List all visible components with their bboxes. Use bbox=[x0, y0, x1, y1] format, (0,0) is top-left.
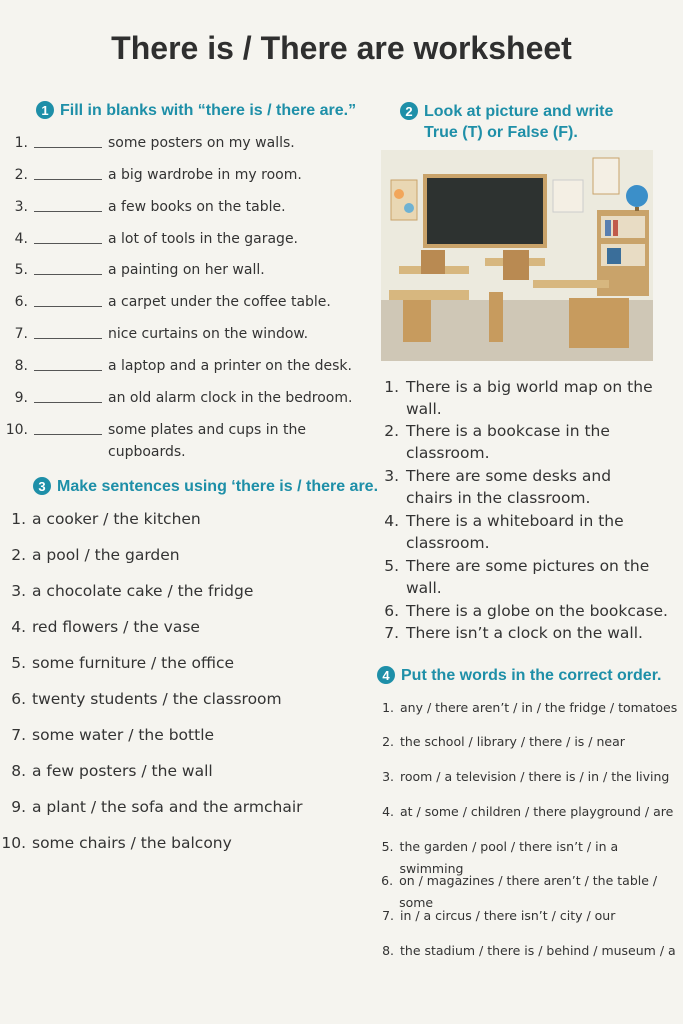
true-false-item: 4. There is a whiteboard in the classroom. bbox=[384, 512, 624, 552]
word-order-item: 4. at / some / children / there playground / are bbox=[382, 804, 674, 819]
classroom-illustration bbox=[381, 150, 653, 361]
fill-item: 5. a painting on her wall. bbox=[14, 262, 265, 278]
sentence-item: 3. a chocolate cake / the fridge bbox=[11, 582, 254, 600]
section-3-heading-text: Make sentences using ‘there is / there are. bbox=[57, 478, 379, 495]
true-false-item: 2. There is a bookcase in the classroom. bbox=[384, 422, 610, 462]
section-2-heading bbox=[400, 101, 670, 143]
fill-item: 9. an old alarm clock in the bedroom. bbox=[14, 390, 353, 406]
word-order-item: 7. in / a circus / there isn’t / city / our bbox=[382, 908, 616, 923]
true-false-item: 1. There is a big world map on the wall. bbox=[384, 378, 653, 418]
true-false-item: 6. There is a globe on the bookcase. bbox=[384, 602, 668, 620]
section-3-badge: 3 bbox=[33, 477, 51, 495]
classroom-picture bbox=[381, 150, 653, 361]
word-order-item: 6. on / magazines / there aren’t / the table / some bbox=[381, 873, 658, 910]
answer-blank[interactable] bbox=[34, 197, 102, 212]
section-4-heading bbox=[377, 665, 662, 686]
fill-item: 10. some plates and cups in the cupboards. bbox=[5, 422, 306, 460]
section-4-heading-text: Put the words in the correct order. bbox=[401, 667, 662, 684]
fill-item: 2. a big wardrobe in my room. bbox=[14, 167, 302, 183]
answer-blank[interactable] bbox=[34, 229, 102, 244]
sentence-item: 4. red flowers / the vase bbox=[11, 618, 200, 636]
sentence-item: 2. a pool / the garden bbox=[11, 546, 180, 564]
sentence-item: 9. a plant / the sofa and the armchair bbox=[11, 798, 303, 816]
answer-blank[interactable] bbox=[34, 292, 102, 307]
sentence-item: 6. twenty students / the classroom bbox=[11, 690, 282, 708]
section-1-heading-text: Fill in blanks with “there is / there are.” bbox=[60, 102, 357, 119]
answer-blank[interactable] bbox=[34, 165, 102, 180]
sentence-item: 8. a few posters / the wall bbox=[11, 762, 213, 780]
section-1-heading bbox=[36, 100, 356, 121]
fill-item: 6. a carpet under the coffee table. bbox=[14, 294, 331, 310]
sentence-item: 5. some furniture / the office bbox=[11, 654, 235, 672]
worksheet-title: There is / There are worksheet bbox=[111, 30, 572, 66]
sentence-item: 7. some water / the bottle bbox=[11, 726, 215, 744]
fill-item: 4. a lot of tools in the garage. bbox=[14, 231, 299, 247]
word-order-item: 2. the school / library / there / is / near bbox=[382, 734, 625, 749]
answer-blank[interactable] bbox=[34, 388, 102, 403]
section-2-heading-line2: True (T) or False (F). bbox=[424, 124, 578, 141]
word-order-item: 8. the stadium / there is / behind / museum / a bbox=[382, 943, 676, 958]
fill-item: 1. some posters on my walls. bbox=[14, 135, 295, 151]
section-2-heading-line1: Look at picture and write bbox=[424, 103, 614, 120]
true-false-item: 5. There are some pictures on the wall. bbox=[384, 557, 650, 597]
true-false-item: 3. There are some desks and chairs in the classroom. bbox=[384, 467, 612, 507]
section-1-badge: 1 bbox=[36, 101, 54, 119]
section-4-badge: 4 bbox=[377, 666, 395, 684]
word-order-item: 5. the garden / pool / there isn’t / in a swimming bbox=[381, 839, 619, 876]
true-false-item: 7. There isn’t a clock on the wall. bbox=[384, 624, 643, 642]
fill-item: 7. nice curtains on the window. bbox=[14, 326, 309, 342]
section-3-heading bbox=[33, 476, 378, 497]
sentence-item: 10. some chairs / the balcony bbox=[1, 834, 232, 852]
answer-blank[interactable] bbox=[34, 356, 102, 371]
section-2-badge: 2 bbox=[400, 102, 418, 120]
word-order-item: 1. any / there aren’t / in / the fridge / tomatoes bbox=[382, 700, 678, 715]
word-order-item: 3. room / a television / there is / in / the living bbox=[382, 769, 670, 784]
fill-item: 3. a few books on the table. bbox=[14, 199, 286, 215]
answer-blank[interactable] bbox=[34, 260, 102, 275]
sentence-item: 1. a cooker / the kitchen bbox=[11, 510, 201, 528]
fill-item: 8. a laptop and a printer on the desk. bbox=[14, 358, 352, 374]
answer-blank[interactable] bbox=[34, 420, 102, 435]
answer-blank[interactable] bbox=[34, 133, 102, 148]
answer-blank[interactable] bbox=[34, 324, 102, 339]
